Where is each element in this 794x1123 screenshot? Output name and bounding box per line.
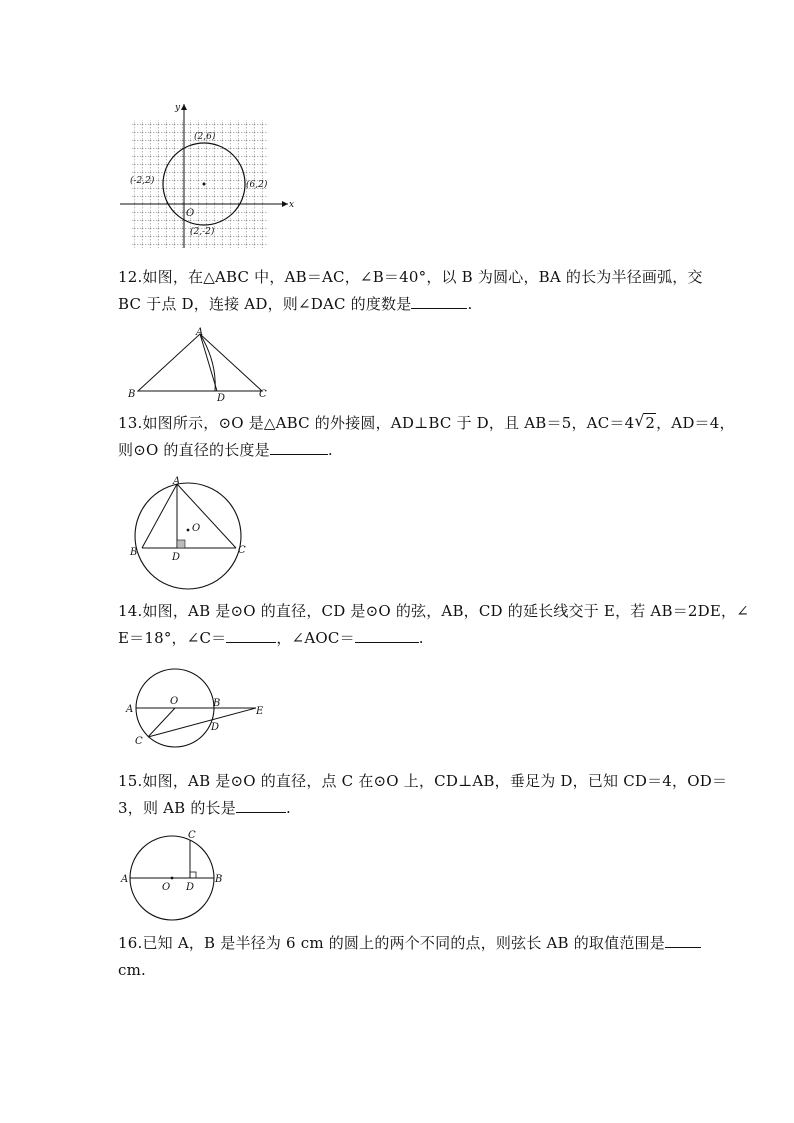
grid-circle-figure xyxy=(118,100,298,250)
q14-line-2 xyxy=(118,625,700,652)
q12-line-2-text: BC 于点 D，连接 AD，则∠DAC 的度数是 xyxy=(118,295,412,313)
q14-label-b: B xyxy=(213,698,221,709)
q15-label-c: C xyxy=(188,830,196,841)
q16-line-1-text: 16.已知 A，B 是半径为 6 cm 的圆上的两个不同的点，则弦长 AB 的取值范围是 xyxy=(118,934,665,952)
triangle-abc xyxy=(138,334,262,391)
q14-circle-figure xyxy=(122,666,272,750)
q14-label-d: D xyxy=(211,722,220,733)
q13-label-c: C xyxy=(238,545,246,556)
q15-label-b: B xyxy=(215,874,223,885)
sqrt-argument: 2 xyxy=(645,414,656,432)
q13-circle-figure xyxy=(122,474,262,592)
q13-line-1 xyxy=(118,410,735,437)
q13-label-b: B xyxy=(130,547,138,558)
q14-label-e: E xyxy=(256,706,264,717)
question-12 xyxy=(118,264,703,318)
question-14 xyxy=(118,598,749,652)
segment-ac xyxy=(177,484,236,548)
q15-answer-blank[interactable] xyxy=(236,797,286,813)
q14-line-1: 14.如图，AB 是⊙O 的直径，CD 是⊙O 的弦，AB，CD 的延长线交于 E，若 AB＝2DE，∠ xyxy=(118,602,749,620)
q12-line-2-end: . xyxy=(467,295,473,313)
q16-line-2: cm. xyxy=(118,961,146,979)
q15-circle-figure xyxy=(118,828,228,922)
q12-triangle-figure xyxy=(120,326,280,402)
q14-label-o: O xyxy=(170,696,179,707)
q14-line-2-end: . xyxy=(418,629,424,647)
x-axis-arrow-icon xyxy=(282,201,288,207)
label-point-bottom: (2,-2) xyxy=(190,227,215,237)
q15-line-2 xyxy=(118,795,700,822)
q12-line-2 xyxy=(118,291,700,318)
q14-answer-blank-c[interactable] xyxy=(226,627,276,643)
sqrt-sign: √ xyxy=(634,411,645,430)
label-point-right: (6,2) xyxy=(246,180,268,190)
right-angle-mark xyxy=(177,540,185,548)
q14-line-2-text: E＝18°，∠C＝ xyxy=(118,629,227,647)
label-y-axis: y xyxy=(175,103,181,113)
q12-label-c: C xyxy=(259,389,267,400)
question-16 xyxy=(118,930,700,984)
line-ce xyxy=(148,708,256,737)
q13-line-1-end: ，AD＝4， xyxy=(656,414,735,432)
q12-answer-blank[interactable] xyxy=(411,293,467,309)
segment-oc xyxy=(148,708,175,737)
q15-label-a: A xyxy=(121,874,129,885)
q15-line-2-text: 3，则 AB 的长是 xyxy=(118,799,236,817)
label-point-left: (-2,2) xyxy=(130,176,155,186)
q14-label-a: A xyxy=(126,704,134,715)
q12-label-d: D xyxy=(217,393,226,402)
q14-label-c: C xyxy=(135,736,143,747)
q16-answer-blank[interactable] xyxy=(665,932,701,948)
q13-line-2-text: 则⊙O 的直径的长度是 xyxy=(118,441,270,459)
question-15 xyxy=(118,768,728,822)
circle-center-dot xyxy=(203,183,206,186)
label-point-top: (2,6) xyxy=(194,132,216,142)
q12-label-b: B xyxy=(128,389,136,400)
q12-line-1: 12.如图，在△ABC 中，AB＝AC，∠B＝40°，以 B 为圆心，BA 的长为半径画弧，交 xyxy=(118,268,703,286)
q13-center-dot xyxy=(187,529,190,532)
label-x-axis: x xyxy=(289,200,295,210)
sqrt-expression xyxy=(634,410,656,437)
y-axis-arrow-icon xyxy=(181,104,187,110)
q16-line-1 xyxy=(118,930,700,957)
q13-label-d: D xyxy=(172,552,181,563)
q15-label-o: O xyxy=(162,882,171,893)
q13-label-o: O xyxy=(192,523,201,534)
label-origin: O xyxy=(186,208,195,219)
q15-line-2-end: . xyxy=(285,799,291,817)
segment-ab xyxy=(142,484,177,548)
q13-line-2-end: . xyxy=(327,441,333,459)
question-13 xyxy=(118,410,735,464)
q13-label-a: A xyxy=(173,476,181,487)
q15-label-d: D xyxy=(186,882,195,893)
q13-answer-blank[interactable] xyxy=(270,439,328,455)
q15-right-angle-mark xyxy=(190,872,196,878)
q13-line-2 xyxy=(118,437,700,464)
q14-line-2-mid: ，∠AOC＝ xyxy=(276,629,355,647)
q13-line-1-text: 13.如图所示，⊙O 是△ABC 的外接圆，AD⊥BC 于 D，且 AB＝5，AC＝4 xyxy=(118,414,635,432)
q12-label-a: A xyxy=(196,327,204,338)
q15-center-dot xyxy=(171,877,174,880)
q14-answer-blank-aoc[interactable] xyxy=(355,627,419,643)
q15-line-1: 15.如图，AB 是⊙O 的直径，点 C 在⊙O 上，CD⊥AB，垂足为 D，已知 CD＝4，OD＝ xyxy=(118,772,728,790)
segment-ad xyxy=(200,334,217,391)
